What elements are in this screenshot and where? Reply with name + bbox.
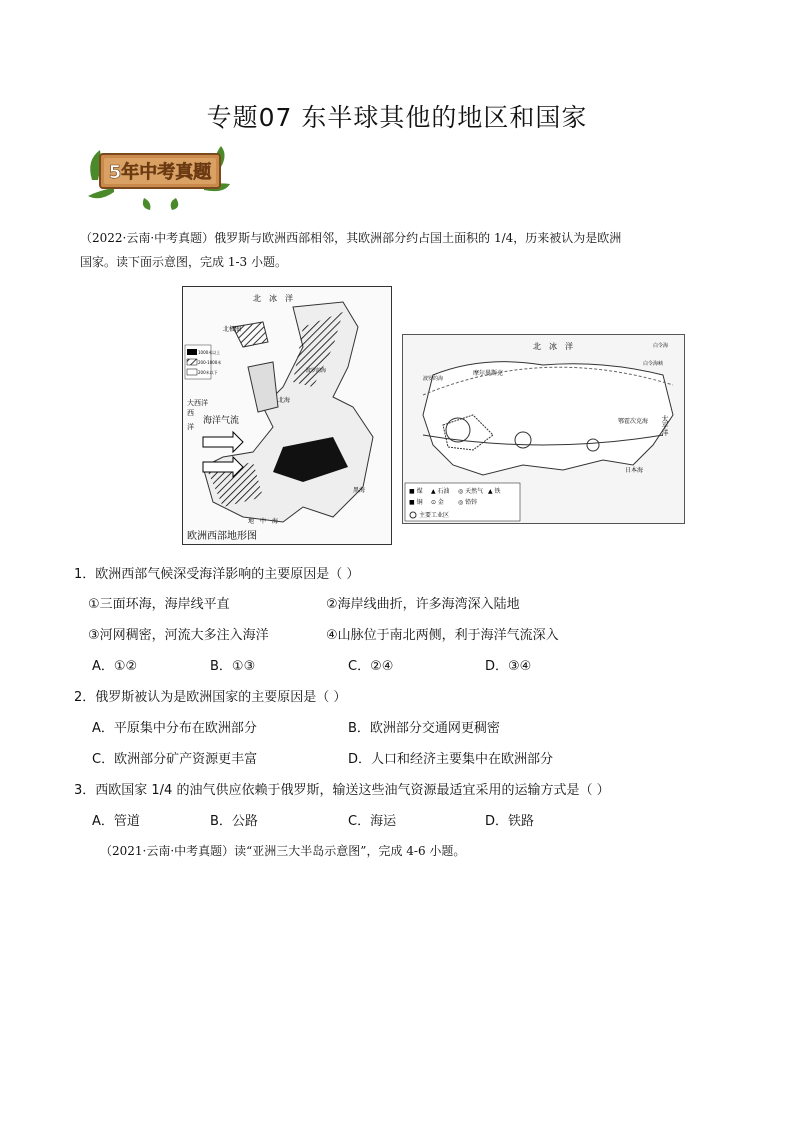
q3-option-a[interactable]: A．管道 — [92, 814, 140, 829]
label-atlantic: 大西洋 — [187, 399, 208, 407]
label-north-ocean: 北 冰 洋 — [253, 294, 293, 303]
q1-option-c[interactable]: C．②④ — [348, 659, 394, 674]
q1-option-b[interactable]: B．①③ — [210, 659, 256, 674]
q2-option-c[interactable]: C．欧洲部分矿产资源更丰富 — [92, 752, 258, 767]
exam-badge — [84, 140, 234, 210]
q1-statement-3: ③河网稠密，河流大多注入海洋 — [88, 628, 269, 643]
question-3-stem: 3．西欧国家 1/4 的油气供应依赖于俄罗斯，输送这些油气资源最适宜采用的运输方式是（ ） — [74, 783, 610, 798]
q1-statement-1: ①三面环海，海岸线平直 — [88, 597, 230, 612]
label-atlantic-2: 西 — [187, 409, 194, 417]
q3-option-d[interactable]: D．铁路 — [485, 814, 535, 829]
label-murmansk: 摩尔曼斯克 — [473, 370, 504, 377]
label-okhotsk: 鄂霍次克海 — [618, 418, 649, 425]
intro-paragraph-2: （2021·云南·中考真题）读“亚洲三大半岛示意图”，完成 4-6 小题。 — [100, 844, 466, 858]
label-bering: 白令海 — [653, 343, 669, 349]
legend-leadzinc: ◎ 铅锌 — [458, 499, 478, 506]
legend-copper: ■ 铜 — [409, 499, 423, 506]
q3-option-b[interactable]: B．公路 — [210, 814, 258, 829]
label-baltic: 波罗的海 — [306, 368, 327, 374]
legend-iron: ▲ 铁 — [488, 488, 501, 495]
label-pacific: 太平洋 — [661, 415, 669, 436]
question-2-stem: 2．俄罗斯被认为是欧洲国家的主要原因是（ ） — [74, 690, 347, 705]
badge-text: 5年中考真题 — [108, 162, 212, 183]
label-black-sea: 黑海 — [353, 487, 366, 494]
map-caption: 欧洲西部地形图 — [187, 531, 257, 542]
label-bering-strait: 白令海峡 — [643, 361, 664, 367]
q1-option-d[interactable]: D．③④ — [485, 659, 532, 674]
label-atlantic-3: 洋 — [187, 423, 194, 431]
label-right-north-ocean: 北 冰 洋 — [533, 342, 573, 351]
q2-option-b[interactable]: B．欧洲部分交通网更稠密 — [348, 721, 500, 736]
label-north-sea: 北海 — [278, 397, 291, 404]
intro-paragraph-1 — [80, 226, 716, 274]
legend-industrial: 主要工业区 — [419, 512, 450, 519]
label-right-baltic: 波罗的海 — [423, 376, 444, 382]
question-1-stem: 1．欧洲西部气候深受海洋影响的主要原因是（ ） — [74, 567, 360, 582]
label-ocean-air: 海洋气流 — [203, 416, 240, 426]
legend-gas: ◎ 天然气 — [458, 488, 484, 495]
western-europe-terrain-map — [182, 286, 392, 545]
label-japan-sea: 日本海 — [625, 467, 644, 474]
legend-high: 1000米以上 — [198, 350, 221, 355]
russia-resources-map — [402, 334, 685, 524]
q3-option-c[interactable]: C．海运 — [348, 814, 397, 829]
legend-low: 200米以下 — [198, 370, 218, 375]
page-title: 专题07 东半球其他的地区和国家 — [206, 103, 588, 132]
intro-line-2: 国家。读下面示意图，完成 1-3 小题。 — [80, 255, 287, 269]
legend-mid: 200-1000米 — [198, 360, 222, 365]
label-arctic-circle: 北极圈 — [223, 326, 242, 333]
q2-option-a[interactable]: A．平原集中分布在欧洲部分 — [92, 721, 257, 736]
legend-coal: ■ 煤 — [409, 488, 423, 495]
q1-statement-2: ②海岸线曲折，许多海湾深入陆地 — [326, 597, 520, 612]
q2-option-d[interactable]: D．人口和经济主要集中在欧洲部分 — [348, 752, 554, 767]
q1-statement-4: ④山脉位于南北两侧，利于海洋气流深入 — [326, 628, 559, 643]
q1-option-a[interactable]: A．①② — [92, 659, 138, 674]
label-med: 地 中 海 — [248, 518, 279, 525]
intro-line-1: （2022·云南·中考真题）俄罗斯与欧洲西部相邻，其欧洲部分约占国土面积的 1/4，历来被认为是欧洲 — [80, 231, 622, 245]
legend-gold: ⊙ 金 — [431, 499, 444, 506]
legend-oil: ▲ 石油 — [431, 488, 450, 495]
